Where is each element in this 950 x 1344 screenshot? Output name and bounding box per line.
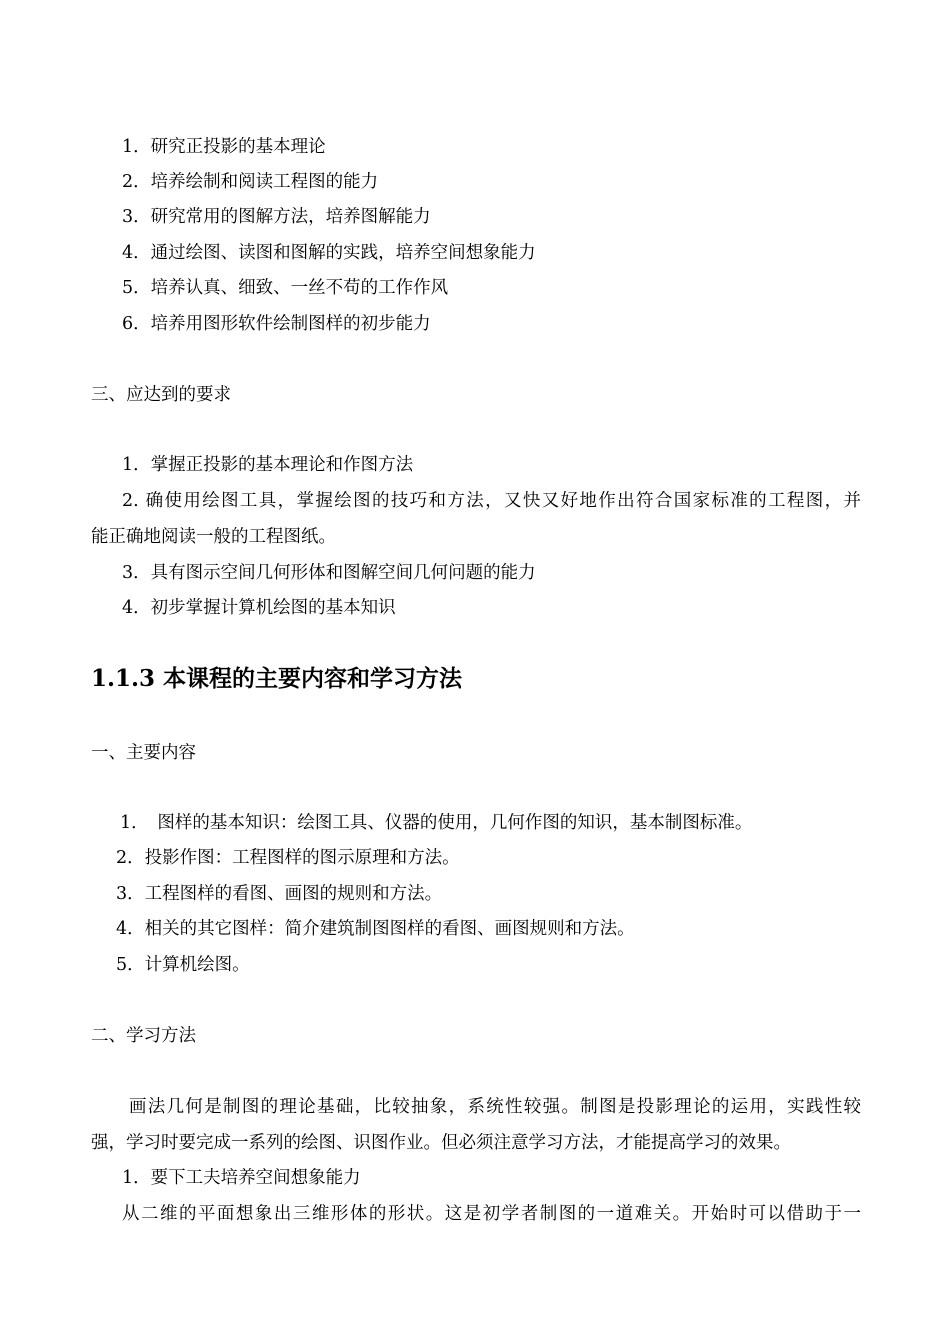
requirement-item-4: 4．初步掌握计算机绘图的基本知识	[122, 598, 396, 618]
main-content-item-3: 3．工程图样的看图、画图的规则和方法。	[116, 884, 443, 904]
objective-item-1: 1．研究正投影的基本理论	[122, 137, 326, 157]
study-method-item-1: 1．要下工夫培养空间想象能力	[122, 1168, 361, 1188]
objective-item-6: 6．培养用图形软件绘制图样的初步能力	[122, 314, 431, 334]
main-content-title: 一、主要内容	[91, 743, 196, 763]
section-heading: 1.1.3 本课程的主要内容和学习方法	[91, 665, 463, 692]
objective-item-5: 5．培养认真、细致、一丝不苟的工作作风	[122, 278, 449, 298]
study-method-para1-line-2: 强，学习时要完成一系列的绘图、识图作业。但必须注意学习方法，才能提高学习的效果。	[91, 1133, 791, 1153]
study-method-title: 二、学习方法	[91, 1026, 196, 1046]
main-content-item-4: 4．相关的其它图样：简介建筑制图图样的看图、画图规则和方法。	[116, 919, 635, 939]
section-three-title: 三、应达到的要求	[91, 385, 231, 405]
main-content-item-2: 2．投影作图：工程图样的图示原理和方法。	[116, 848, 460, 868]
requirement-item-2-line-2: 能正确地阅读一般的工程图纸。	[91, 527, 336, 547]
objective-item-3: 3．研究常用的图解方法，培养图解能力	[122, 207, 431, 227]
objective-item-4: 4．通过绘图、读图和图解的实践，培养空间想象能力	[122, 243, 536, 263]
requirement-item-2-line-1: 2. 确使用绘图工具，掌握绘图的技巧和方法，又快又好地作出符合国家标准的工程图，并	[122, 491, 861, 511]
objective-item-2: 2．培养绘制和阅读工程图的能力	[122, 172, 379, 192]
study-method-para2-line-1: 从二维的平面想象出三维形体的形状。这是初学者制图的一道难关。开始时可以借助于一	[122, 1204, 861, 1224]
main-content-item-1: 1． 图样的基本知识：绘图工具、仪器的使用，几何作图的知识，基本制图标准。	[120, 813, 753, 833]
requirement-item-3: 3．具有图示空间几何形体和图解空间几何问题的能力	[122, 563, 536, 583]
main-content-item-5: 5．计算机绘图。	[116, 955, 250, 975]
requirement-item-1: 1．掌握正投影的基本理论和作图方法	[122, 455, 414, 475]
study-method-para1-line-1: 画法几何是制图的理论基础，比较抽象，系统性较强。制图是投影理论的运用，实践性较	[129, 1097, 861, 1117]
